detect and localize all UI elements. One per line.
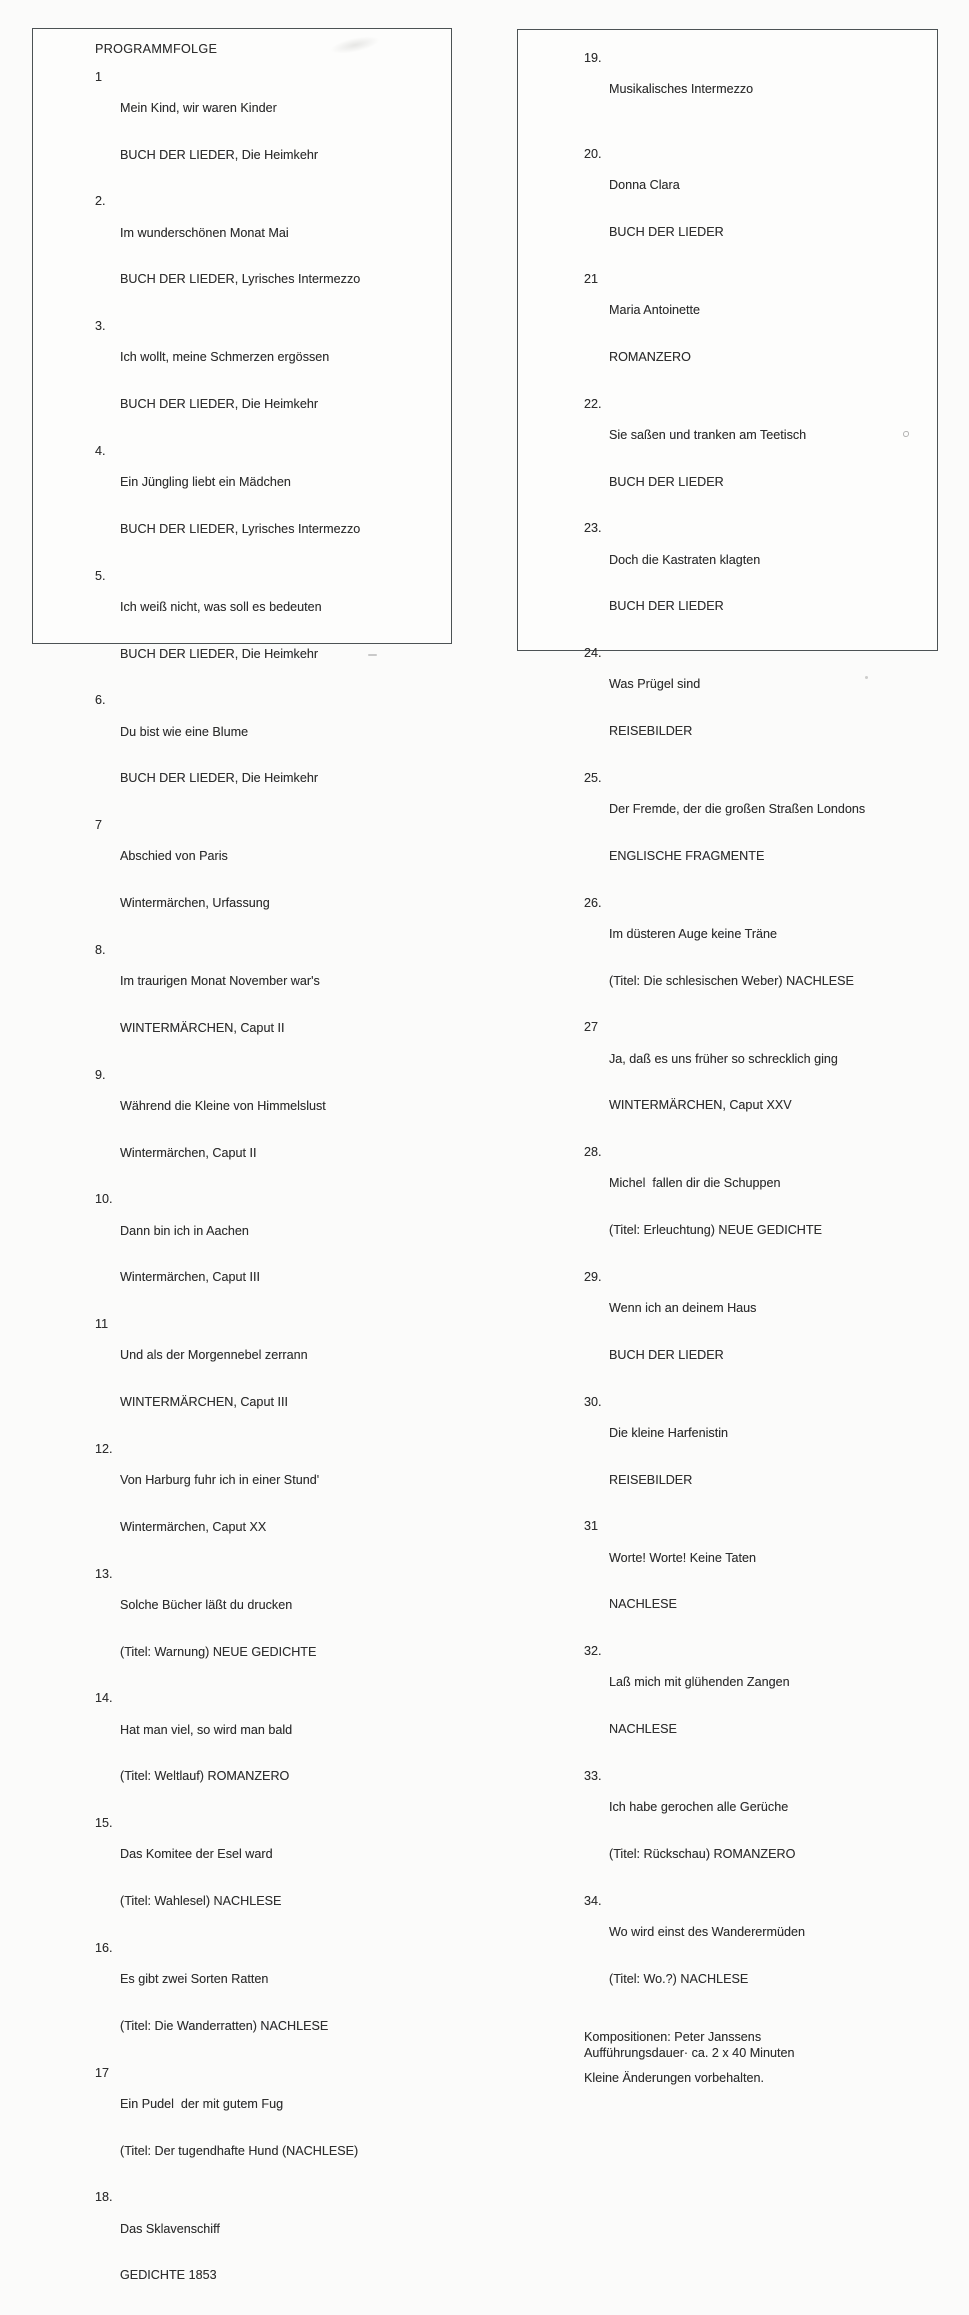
item-number: 20. <box>584 147 602 162</box>
item-text <box>609 1894 805 2019</box>
item-title: Maria Antoinette <box>609 303 701 317</box>
item-title: Ich weiß nicht, was soll es bedeuten <box>120 599 322 614</box>
item-source: NACHLESE <box>609 1722 677 1737</box>
composer-credit: Kompositionen: Peter Janssens <box>584 2030 762 2045</box>
program-item <box>584 1270 929 1395</box>
program-item <box>95 1691 443 1816</box>
item-number: 17 <box>95 2065 110 2080</box>
item-text <box>120 1192 260 1317</box>
program-item <box>584 1395 929 1520</box>
item-text <box>609 646 700 771</box>
item-source: Wintermärchen, Caput II <box>120 1145 257 1160</box>
item-number: 4. <box>95 443 106 458</box>
item-title: Das Komitee der Esel ward <box>120 1847 273 1862</box>
program-item <box>95 1941 443 2066</box>
right-page-content <box>518 30 937 2085</box>
program-item <box>584 1894 929 2019</box>
item-text <box>120 2190 220 2315</box>
item-title: Wo wird einst des Wanderermüden <box>609 1924 805 1939</box>
item-number: 19. <box>584 51 602 65</box>
item-source: (Titel: Die Wanderratten) NACHLESE <box>120 2018 329 2033</box>
item-title: Es gibt zwei Sorten Ratten <box>120 1972 269 1987</box>
item-text <box>120 1567 316 1692</box>
item-text <box>609 1145 822 1270</box>
item-number: 31 <box>584 1519 599 1534</box>
item-text <box>609 1395 728 1520</box>
item-source: Wintermärchen, Caput III <box>120 1270 260 1285</box>
program-item <box>95 2190 443 2315</box>
item-source: BUCH DER LIEDER <box>609 1347 724 1362</box>
program-item <box>95 1567 443 1692</box>
item-text <box>609 1020 838 1145</box>
item-source: (Titel: Wo.?) NACHLESE <box>609 1971 749 1986</box>
item-number: 34. <box>584 1893 602 1908</box>
item-title: Die kleine Harfenistin <box>609 1425 728 1440</box>
item-number: 1 <box>95 69 103 84</box>
program-list-left <box>95 70 443 2315</box>
item-text <box>609 147 724 272</box>
item-title: Dann bin ich in Aachen <box>120 1223 249 1238</box>
program-item <box>95 70 443 195</box>
program-page-left <box>32 28 452 2283</box>
item-text <box>120 818 270 943</box>
item-source: (Titel: Erleuchtung) NEUE GEDICHTE <box>609 1223 822 1238</box>
item-source: BUCH DER LIEDER <box>609 599 724 614</box>
item-number: 9. <box>95 1067 106 1082</box>
item-text <box>120 1941 328 2066</box>
item-text <box>120 1442 319 1567</box>
item-number: 30. <box>584 1394 602 1409</box>
item-title: Während die Kleine von Himmelslust <box>120 1098 326 1113</box>
item-source: BUCH DER LIEDER, Die Heimkehr <box>120 771 319 786</box>
item-text <box>609 51 753 145</box>
item-title: Der Fremde, der die großen Straßen Londons <box>609 802 866 816</box>
item-number: 3. <box>95 319 106 334</box>
item-number: 22. <box>584 396 602 411</box>
item-text <box>120 319 329 444</box>
item-number: 16. <box>95 1940 113 1955</box>
item-title: Musikalisches Intermezzo <box>609 82 754 97</box>
item-title: Was Prügel sind <box>609 677 701 692</box>
item-number: 14. <box>95 1691 113 1706</box>
page-title: PROGRAMMFOLGE <box>95 42 218 56</box>
program-item <box>584 272 929 397</box>
program-item <box>584 771 929 896</box>
item-title: Mein Kind, wir waren Kinder <box>120 100 277 115</box>
item-source: GEDICHTE 1853 <box>120 2268 217 2283</box>
item-title: Du bist wie eine Blume <box>120 724 249 739</box>
item-number: 11 <box>95 1317 109 1332</box>
item-source: Wintermärchen, Urfassung <box>120 896 270 911</box>
program-item <box>95 943 443 1068</box>
item-source: WINTERMÄRCHEN, Caput III <box>120 1395 288 1410</box>
item-number: 12. <box>95 1441 113 1456</box>
item-text <box>609 771 865 896</box>
item-source: ROMANZERO <box>609 349 691 364</box>
item-text <box>120 70 318 195</box>
item-title: Im traurigen Monat November war's <box>120 974 320 989</box>
item-source: (Titel: Weltlauf) ROMANZERO <box>120 1769 290 1784</box>
item-title: Wenn ich an deinem Haus <box>609 1301 757 1315</box>
item-number: 8. <box>95 942 106 957</box>
item-number: 15. <box>95 1816 113 1831</box>
program-item <box>584 51 929 145</box>
item-number: 13. <box>95 1566 113 1581</box>
item-text <box>609 1644 790 1769</box>
item-source: (Titel: Rückschau) ROMANZERO <box>609 1846 796 1861</box>
item-source: REISEBILDER <box>609 724 693 739</box>
item-title: Von Harburg fuhr ich in einer Stund' <box>120 1473 320 1488</box>
program-item <box>95 1192 443 1317</box>
item-title: Solche Bücher läßt du drucken <box>120 1597 293 1612</box>
item-source: BUCH DER LIEDER, Die Heimkehr <box>120 397 319 412</box>
item-title: Ich wollt, meine Schmerzen ergössen <box>120 350 330 365</box>
item-source: BUCH DER LIEDER <box>609 474 724 489</box>
item-number: 28. <box>584 1145 602 1160</box>
item-number: 10. <box>95 1192 113 1207</box>
item-title: Sie saßen und tranken am Teetisch <box>609 427 807 442</box>
program-item <box>584 397 929 522</box>
item-number: 6. <box>95 693 106 708</box>
program-item <box>95 319 443 444</box>
program-item <box>95 444 443 569</box>
item-source: (Titel: Die schlesischen Weber) NACHLESE <box>609 973 854 988</box>
item-title: Laß mich mit glühenden Zangen <box>609 1675 790 1690</box>
item-title: Ein Pudel der mit gutem Fug <box>120 2096 284 2111</box>
item-text <box>609 521 760 646</box>
item-number: 18. <box>95 2190 113 2205</box>
item-number: 25. <box>584 770 602 785</box>
program-item <box>95 693 443 818</box>
item-title: Ja, daß es uns früher so schrecklich ging <box>609 1051 838 1066</box>
item-number: 21 <box>584 271 599 286</box>
item-text <box>120 444 360 569</box>
program-item <box>584 1769 929 1894</box>
program-item <box>95 194 443 319</box>
item-source: BUCH DER LIEDER, Lyrisches Intermezzo <box>120 272 361 287</box>
item-text <box>120 943 320 1068</box>
item-title: Abschied von Paris <box>120 849 228 864</box>
item-title: Und als der Morgennebel zerrann <box>120 1348 308 1363</box>
item-text <box>120 569 322 694</box>
changes-note: Kleine Änderungen vorbehalten. <box>584 2070 764 2085</box>
item-title: Worte! Worte! Keine Taten <box>609 1550 757 1565</box>
item-text <box>120 194 360 319</box>
item-title: Im düsteren Auge keine Träne <box>609 926 778 941</box>
item-source: NACHLESE <box>609 1597 677 1612</box>
item-number: 23. <box>584 521 602 536</box>
left-page-content <box>33 29 451 2283</box>
item-text <box>120 1691 292 1816</box>
item-text <box>609 1769 795 1894</box>
item-text <box>609 397 806 522</box>
item-title: Ein Jüngling liebt ein Mädchen <box>120 475 291 490</box>
item-source: BUCH DER LIEDER, Die Heimkehr <box>120 646 319 661</box>
item-source: Wintermärchen, Caput XX <box>120 1519 267 1534</box>
item-source: WINTERMÄRCHEN, Caput XXV <box>609 1098 792 1113</box>
item-text <box>120 1317 308 1442</box>
item-title: Das Sklavenschiff <box>120 2221 220 2236</box>
program-item <box>584 147 929 272</box>
item-number: 5. <box>95 568 106 583</box>
item-source: (Titel: Der tugendhafte Hund (NACHLESE) <box>120 2143 359 2158</box>
program-item <box>584 1020 929 1145</box>
item-number: 32. <box>584 1644 602 1659</box>
duration-note: Aufführungsdauer· ca. 2 x 40 Minuten <box>584 2045 795 2060</box>
program-item <box>95 818 443 943</box>
item-number: 33. <box>584 1768 602 1783</box>
program-item <box>584 1644 929 1769</box>
program-item <box>584 1519 929 1644</box>
program-item <box>584 1145 929 1270</box>
item-title: Doch die Kastraten klagten <box>609 552 761 567</box>
item-text <box>609 272 700 397</box>
item-source: (Titel: Warnung) NEUE GEDICHTE <box>120 1644 317 1659</box>
program-item <box>95 1317 443 1442</box>
item-source: (Titel: Wahlesel) NACHLESE <box>120 1894 282 1909</box>
program-list-right <box>584 51 929 2018</box>
item-title: Donna Clara <box>609 178 680 193</box>
item-source: BUCH DER LIEDER <box>609 225 724 240</box>
item-title: Im wunderschönen Monat Mai <box>120 225 289 240</box>
program-item <box>584 646 929 771</box>
item-number: 26. <box>584 895 602 910</box>
item-source: REISEBILDER <box>609 1472 693 1487</box>
program-item <box>95 1068 443 1193</box>
item-text <box>609 896 854 1021</box>
item-text <box>120 693 318 818</box>
program-item <box>95 1816 443 1941</box>
item-title: Ich habe gerochen alle Gerüche <box>609 1800 789 1814</box>
item-number: 7 <box>95 818 103 833</box>
item-source: BUCH DER LIEDER, Die Heimkehr <box>120 147 319 162</box>
item-text <box>120 2066 358 2191</box>
item-text <box>609 1519 756 1644</box>
program-item <box>584 896 929 1021</box>
item-text <box>609 1270 756 1395</box>
item-source: BUCH DER LIEDER, Lyrisches Intermezzo <box>120 521 361 536</box>
program-item <box>584 521 929 646</box>
program-item <box>95 569 443 694</box>
item-source: ENGLISCHE FRAGMENTE <box>609 848 765 863</box>
item-text <box>120 1068 326 1193</box>
item-title: Hat man viel, so wird man bald <box>120 1722 293 1737</box>
item-number: 2. <box>95 194 106 209</box>
item-number: 29. <box>584 1269 602 1284</box>
program-page-right <box>517 29 938 2085</box>
item-text <box>120 1816 281 1941</box>
program-item <box>95 2066 443 2191</box>
item-number: 27 <box>584 1020 599 1035</box>
program-item <box>95 1442 443 1567</box>
item-source: WINTERMÄRCHEN, Caput II <box>120 1020 285 1035</box>
item-number: 24. <box>584 646 602 661</box>
item-title: Michel fallen dir die Schuppen <box>609 1176 781 1191</box>
program-footer <box>584 2030 929 2086</box>
